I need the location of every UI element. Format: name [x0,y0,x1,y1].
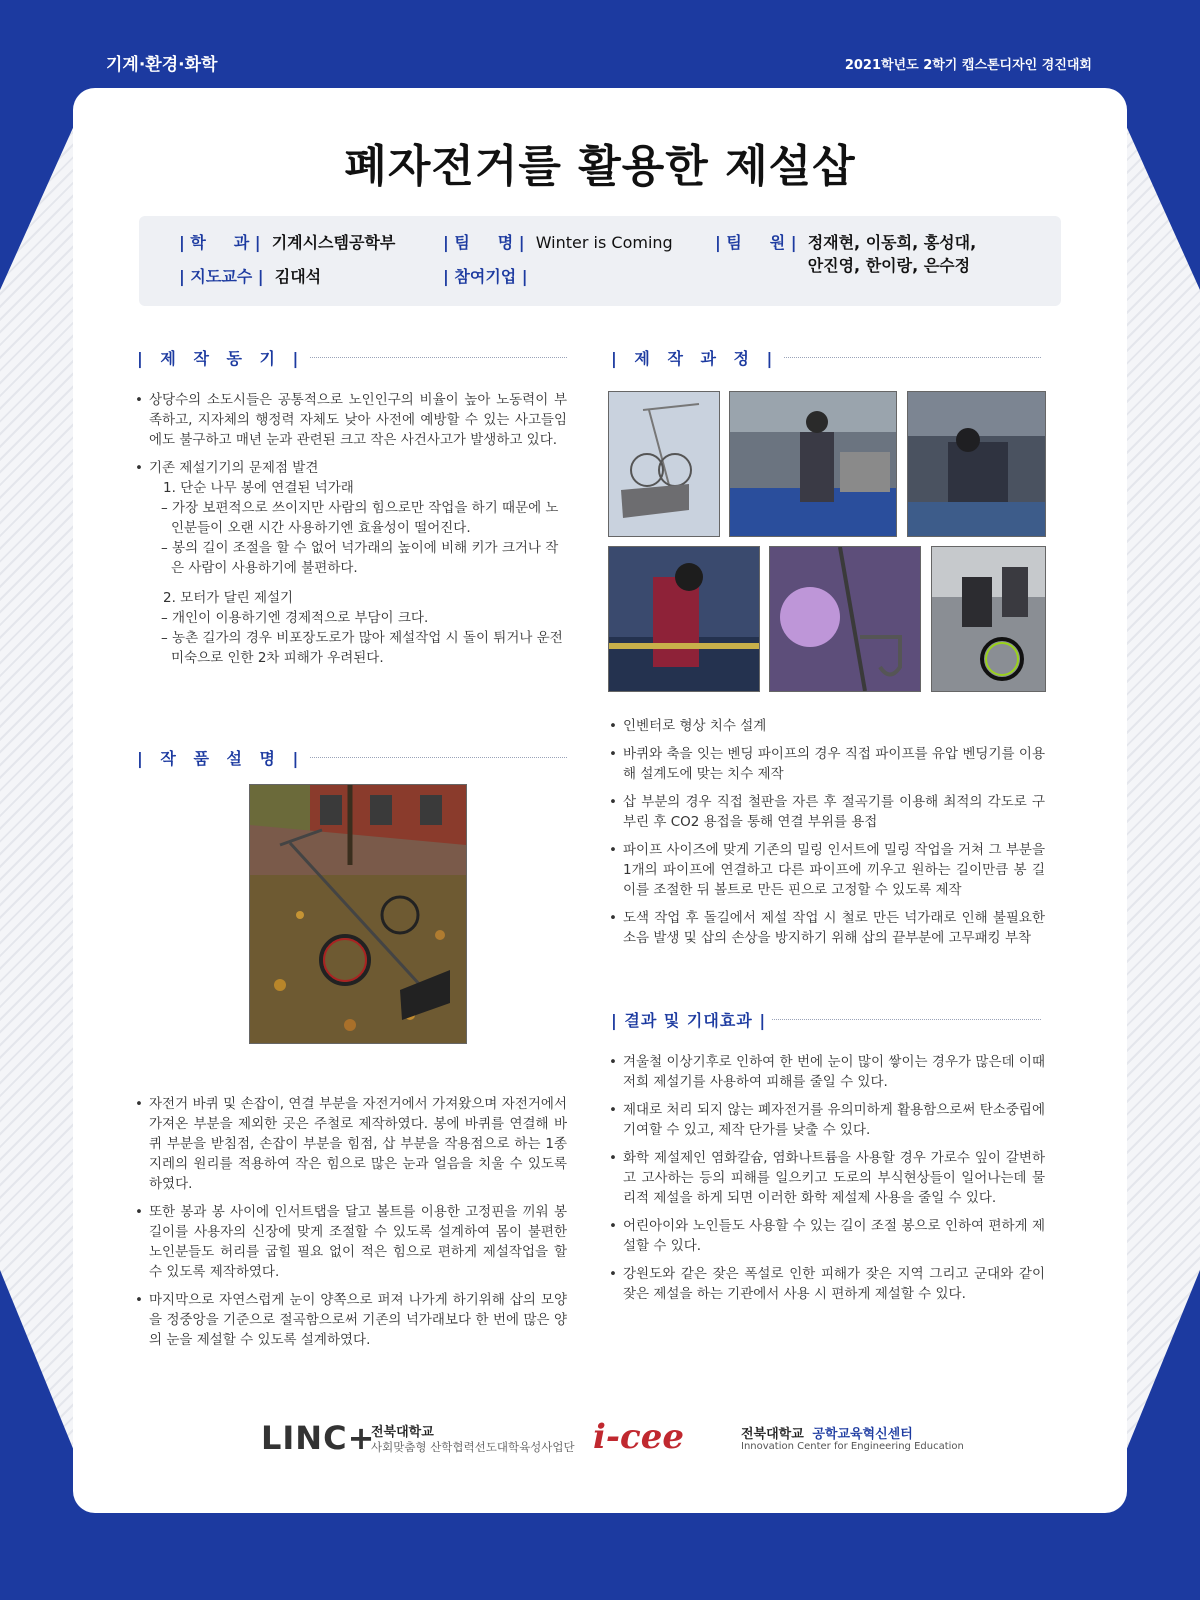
info-team [443,230,673,253]
team-value: Winter is Coming [535,233,673,252]
linc-university: 전북대학교 [371,1425,434,1440]
process-heading [611,346,1041,369]
linc-logo [261,1419,375,1457]
product-photo [249,784,467,1044]
sub-detail: – 가장 보편적으로 쓰이지만 사람의 힘으로만 작업을 하기 때문에 노인분들이 오랜 시간 사용하기엔 효율성이 떨어진다. [161,500,559,536]
sub-detail: – 개인이 이용하기엔 경제적으로 부담이 크다. [161,610,429,626]
icee-center: 공학교육혁신센터 [812,1427,913,1442]
member-line-1: 정재현, 이동희, 홍성대, [807,233,977,252]
result-heading [611,1008,1041,1031]
description-text [135,1094,567,1358]
process-item: • 파이프 사이즈에 맞게 기존의 밀링 인서트에 밀링 작업을 거쳐 그 부분을 1개의 파이프에 연결하고 다른 파이프에 끼우고 원하는 길이만큼 봉 길이를 조절한 뒤 볼트로 만든 핀으로 고정할 수 있도록 제작 [609,840,1045,900]
member-line-2: 안진영, 한이랑, 은수정 [807,256,971,275]
description-item: • 자전거 바퀴 및 손잡이, 연결 부분을 자전거에서 가져왔으며 자전거에서 가져온 부분을 제외한 곳은 주철로 제작하였다. 봉에 바퀴를 연결해 바퀴 부분을 받침점, 손잡이 부분을 힘점, 삽 부분을 작용점으로 하는 1종 지레의 원리를 적용하여 작은 힘으로 많은 눈과 얼음을 치울 수 있도록 하였다. [135,1094,567,1194]
info-members [715,230,976,276]
sub-item: 1. 단순 나무 봉에 연결된 넉가래 [163,480,354,496]
sub-detail: – 봉의 길이 조절을 할 수 없어 넉가래의 높이에 비해 키가 크거나 작은 사람이 사용하기에 불편하다. [161,540,559,576]
linc-description: 사회맞춤형 산학협력선도대학육성사업단 [371,1440,575,1454]
team-label: | 팀 명 | [443,233,525,252]
advisor-value: 김대석 [274,267,322,286]
press-brake-image [609,547,759,691]
result-item: • 제대로 처리 되지 않는 폐자전거를 유의미하게 활용함으로써 탄소중립에 기여할 수 있고, 제작 단가를 낮출 수 있다. [609,1100,1045,1140]
process-photo-welding [769,546,921,692]
dept-label: | 학 과 | [179,233,261,252]
motivation-item-title: 기존 제설기기의 문제점 발견 [149,460,319,476]
divider [310,757,567,758]
process-photo-assembly [931,546,1046,692]
process-text [609,716,1045,956]
motivation-heading [137,346,567,369]
footer-logos [73,1413,1127,1473]
process-item: • 도색 작업 후 돌길에서 제설 작업 시 철로 만든 넉가래로 인해 불필요한 소음 발생 및 삽의 손상을 방지하기 위해 삽의 끝부분에 고무패킹 부착 [609,908,1045,948]
divider [784,357,1041,358]
icee-english: Innovation Center for Engineering Education [741,1441,964,1452]
process-heading-text: | 제 작 과 정 | [611,349,779,368]
result-item: • 화학 제설제인 염화칼슘, 염화나트륨을 사용할 경우 가로수 잎이 갈변하고 고사하는 등의 피해를 일으키고 도로의 부식현상들이 일어나는데 물리적 제설을 하게 되면 이러한 화학 제설제 사용을 줄일 수 있다. [609,1148,1045,1208]
icee-university: 전북대학교 [741,1427,804,1442]
assembly-image [932,547,1045,691]
description-item: • 또한 봉과 봉 사이에 인서트탭을 달고 볼트를 이용한 고정핀을 끼워 봉 길이를 사용자의 신장에 맞게 조절할 수 있도록 설계하여 몸이 불편한 노인분들도 허리를 굽힐 필요 없이 적은 힘으로 편하게 제설작업을 할 수 있도록 제작하였다. [135,1202,567,1282]
icee-title [741,1423,913,1442]
dept-value: 기계시스템공학부 [271,233,396,252]
result-heading-text: | 결과 및 기대효과 | [611,1011,767,1030]
poster-title: 폐자전거를 활용한 제설삽 [344,141,856,192]
icee-logo [593,1417,684,1457]
process-item: • 삽 부분의 경우 직접 철판을 자른 후 절곡기를 이용해 최적의 각도로 구부린 후 CO2 용접을 통해 연결 부위를 용접 [609,792,1045,832]
sub-detail: – 농촌 길가의 경우 비포장도로가 많아 제설작업 시 돌이 튀거나 운전미숙으로 인한 2차 피해가 우려된다. [161,630,563,666]
info-box [139,216,1061,306]
process-item: • 바퀴와 축을 잇는 벤딩 파이프의 경우 직접 파이프를 유압 벤딩기를 이용해 설계도에 맞는 치수 제작 [609,744,1045,784]
result-item: • 어린아이와 노인들도 사용할 수 있는 길이 조절 봉으로 인하여 편하게 제설할 수 있다. [609,1216,1045,1256]
motivation-heading-text: | 제 작 동 기 | [137,349,305,368]
description-heading-text: | 작 품 설 명 | [137,749,305,768]
steel-cutting-image [908,392,1045,536]
sub-item: 2. 모터가 달린 제설기 [163,590,294,606]
company-label: | 참여기업 | [443,267,528,286]
info-dept [179,230,395,253]
contest-label: 2021학년도 2학기 캡스톤디자인 경진대회 [844,58,1092,73]
result-item: • 겨울철 이상기후로 인하여 한 번에 눈이 많이 쌓이는 경우가 많은데 이때 저희 제설기를 사용하여 피해를 줄일 수 있다. [609,1052,1045,1092]
motivation-text [135,390,567,668]
result-text [609,1052,1045,1312]
welding-image [770,547,920,691]
info-advisor [179,264,321,287]
icee-logo-text: i-cee [593,1417,684,1457]
divider [772,1019,1041,1020]
process-photo-bending [729,391,897,537]
process-photo-cad [608,391,720,537]
info-company [443,264,528,287]
content-card [73,88,1127,1513]
category-label: 기계·환경·화학 [106,55,218,75]
result-item: • 강원도와 같은 잦은 폭설로 인한 피해가 잦은 지역 그리고 군대와 같이 잦은 제설을 하는 기관에서 사용 시 편하게 제설할 수 있다. [609,1264,1045,1304]
description-item: • 마지막으로 자연스럽게 눈이 양쪽으로 퍼져 나가게 하기위해 삽의 모양을 정중앙을 기준으로 절곡함으로써 기존의 넉가래보다 한 번에 많은 양의 눈을 제설할 수 있도록 설계하였다. [135,1290,567,1350]
description-heading [137,746,567,769]
top-band [0,0,1200,90]
process-photo-cutting [907,391,1046,537]
motivation-item: • 상당수의 소도시들은 공통적으로 노인인구의 비율이 높아 노동력이 부족하고, 지자체의 행정력 자체도 낮아 사전에 예방할 수 있는 사고들임에도 불구하고 매년 눈과 관련된 크고 작은 사건사고가 발생하고 있다. [135,390,567,450]
member-label: | 팀 원 | [715,233,797,252]
process-item: • 인벤터로 형상 치수 설계 [609,716,1045,736]
advisor-label: | 지도교수 | [179,267,264,286]
divider [310,357,567,358]
pipe-bending-image [730,392,896,536]
process-photo-press [608,546,760,692]
cad-design-image [609,392,719,536]
motivation-item [135,458,567,478]
member-list [808,230,976,276]
product-photo-image [250,785,466,1043]
linc-logo-text: LINC+ [261,1419,376,1457]
